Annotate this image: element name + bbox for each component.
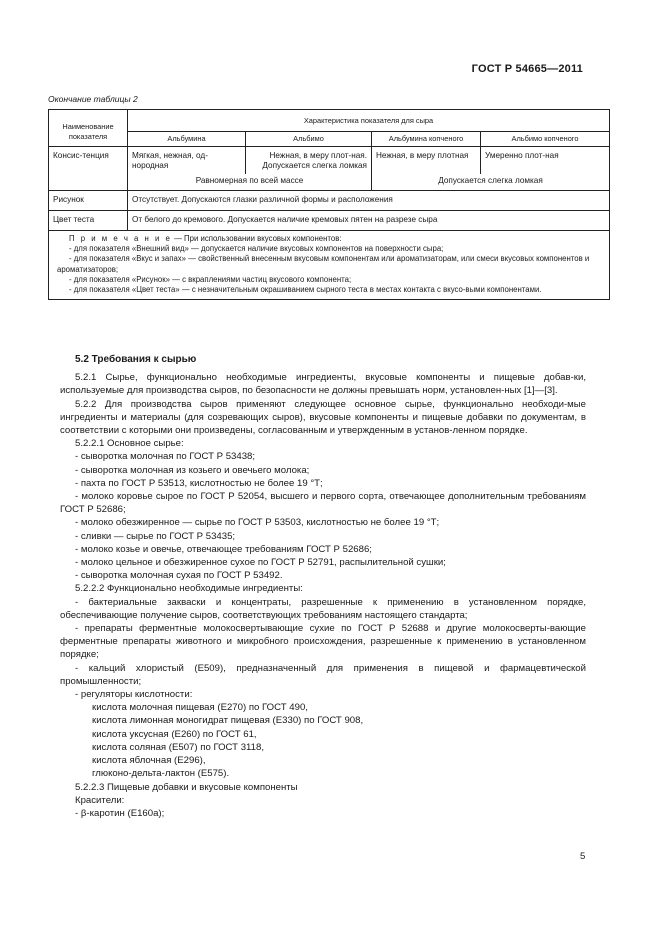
- row-name-pattern: Рисунок: [49, 191, 128, 211]
- note-line: - для показателя «Рисунок» — с вкраплениями частиц вкусового компонента;: [69, 274, 352, 284]
- paragraph: 5.2.2 Для производства сыров применяют следующее основное сырье, функционально необходи-мые ингредиенты и материалы (для созревающих сыров), вкусовые компоненты и пищевые добавки по документам, в соответствии с которыми они произведены, согласованным и утвержденным в установ-ленном порядке.: [60, 398, 586, 437]
- note-first-line: [57, 234, 601, 244]
- column-header-name: Наименование показателя: [49, 110, 128, 147]
- list-item: - препараты ферментные молокосвертывающие сухие по ГОСТ Р 52688 и другие молокосверты-вающие ферментные препараты животного и микробного происхождения, разрешенные к применению в установленном порядке;: [60, 623, 586, 661]
- table-row: [49, 174, 610, 190]
- list-item: - β-каротин (Е160а);: [75, 807, 165, 819]
- subheader-albimo-smoked: Альбимо копченого: [481, 131, 610, 146]
- table-header-row: [49, 110, 610, 132]
- table-note: [49, 230, 610, 300]
- subsection-title-ingredients: 5.2.2.2 Функционально необходимые ингредиенты:: [75, 583, 303, 595]
- list-item: - сливки — сырье по ГОСТ Р 53435;: [75, 530, 236, 542]
- table-subheader-row: [49, 131, 610, 146]
- note-label: П р и м е ч а н и е: [69, 233, 172, 243]
- list-item: - бактериальные закваски и концентраты, разрешенные к применению в установленном порядке, обеспечивающие получение сыров, соответствующих требованиям настоящего стандарта;: [60, 596, 586, 621]
- cell-pattern: Отсутствует. Допускаются глазки различной формы и расположения: [128, 191, 610, 211]
- list-item: - сыворотка молочная по ГОСТ Р 53438;: [75, 451, 256, 463]
- characteristics-table: [48, 109, 610, 300]
- subheader-albumina-smoked: Альбумина копченого: [372, 131, 481, 146]
- group-header: Характеристика показателя для сыра: [128, 110, 610, 132]
- subheader-albimo: Альбимо: [246, 131, 372, 146]
- note-line: — При использовании вкусовых компонентов:: [174, 233, 342, 243]
- cell-consistency-sub-right: Допускается слегка ломкая: [372, 174, 610, 190]
- cell-consistency-sub-left: Равномерная по всей массе: [128, 174, 372, 190]
- row-name-color: Цвет теста: [49, 210, 128, 230]
- subsection-title-additives: 5.2.2.3 Пищевые добавки и вкусовые компоненты: [75, 781, 298, 793]
- note-line: - для показателя «Цвет теста» — с незначительным окрашиванием сырного теста в местах контакта с вкусо-выми компонентами.: [69, 285, 542, 295]
- list-item: - молоко цельное и обезжиренное сухое по ГОСТ Р 52791, распылительной сушки;: [75, 557, 446, 569]
- document-code: ГОСТ Р 54665—2011: [471, 63, 583, 75]
- acid-item: кислота соляная (Е507) по ГОСТ 3118,: [92, 741, 264, 753]
- list-item: - сыворотка молочная сухая по ГОСТ Р 53492.: [75, 570, 283, 582]
- section-body: [60, 353, 586, 820]
- cell-consistency-albumina-smoked: Нежная, в меру плотная: [372, 146, 481, 174]
- cell-consistency-albumina: Мягкая, нежная, од-нородная: [128, 146, 246, 174]
- subsection-title-raw: 5.2.2.1 Основное сырье:: [75, 438, 184, 450]
- cell-consistency-albimo: Нежная, в меру плот-ная. Допускается слегка ломкая: [246, 146, 372, 174]
- acid-item: кислота лимонная моногидрат пищевая (Е330) по ГОСТ 908,: [92, 715, 364, 727]
- acid-item: кислота молочная пищевая (Е270) по ГОСТ 490,: [92, 702, 308, 714]
- note-line: - для показателя «Вкус и запах» — свойственный внесенным вкусовым компонентам или ароматизаторам, или смеси вкусовых компонентов и ароматизаторов;: [57, 254, 590, 274]
- list-item: - молоко коровье сырое по ГОСТ Р 52054, высшего и первого сорта, отвечающее дополнительным требованиям ГОСТ Р 52686;: [60, 491, 586, 516]
- page-number: 5: [580, 851, 586, 862]
- cell-consistency-albimo-smoked: Умеренно плот-ная: [481, 146, 610, 174]
- subheader-albumina: Альбумина: [128, 131, 246, 146]
- table-note-row: [49, 230, 610, 300]
- table-row: [49, 146, 610, 174]
- acid-item: глюконо-дельта-лактон (Е575).: [92, 768, 230, 780]
- list-item: - регуляторы кислотности:: [75, 689, 193, 701]
- list-item: - молоко козье и овечье, отвечающее требованиям ГОСТ Р 52686;: [75, 543, 372, 555]
- section-title: 5.2 Требования к сырью: [75, 354, 197, 365]
- acid-item: кислота яблочная (Е296),: [92, 755, 206, 767]
- paragraph: 5.2.1 Сырье, функционально необходимые ингредиенты, вкусовые компоненты и пищевые добав-ки, используемые для производства сыров, по безопасности не должны превышать норм, установлен-ных [1]—[3].: [60, 372, 586, 397]
- list-item: - пахта по ГОСТ Р 53513, кислотностью не более 19 °Т;: [75, 477, 323, 489]
- row-name-consistency: Консис-тенция: [49, 146, 128, 190]
- list-item: - сыворотка молочная из козьего и овечьего молока;: [75, 464, 310, 476]
- acid-item: кислота уксусная (Е260) по ГОСТ 61,: [92, 728, 257, 740]
- table-row: [49, 191, 610, 211]
- list-item: - молоко обезжиренное — сырье по ГОСТ Р 53503, кислотностью не более 19 °Т;: [75, 517, 440, 529]
- table-caption: Окончание таблицы 2: [48, 94, 138, 104]
- cell-color: От белого до кремового. Допускается наличие кремовых пятен на разрезе сыра: [128, 210, 610, 230]
- dyes-title: Красители:: [75, 794, 125, 806]
- table-row: [49, 210, 610, 230]
- list-item: - кальций хлористый (Е509), предназначенный для применения в пищевой и фармацевтической промышленности;: [60, 662, 586, 687]
- note-line: - для показателя «Внешний вид» — допускается наличие вкусовых компонентов на поверхности сыра;: [69, 243, 444, 253]
